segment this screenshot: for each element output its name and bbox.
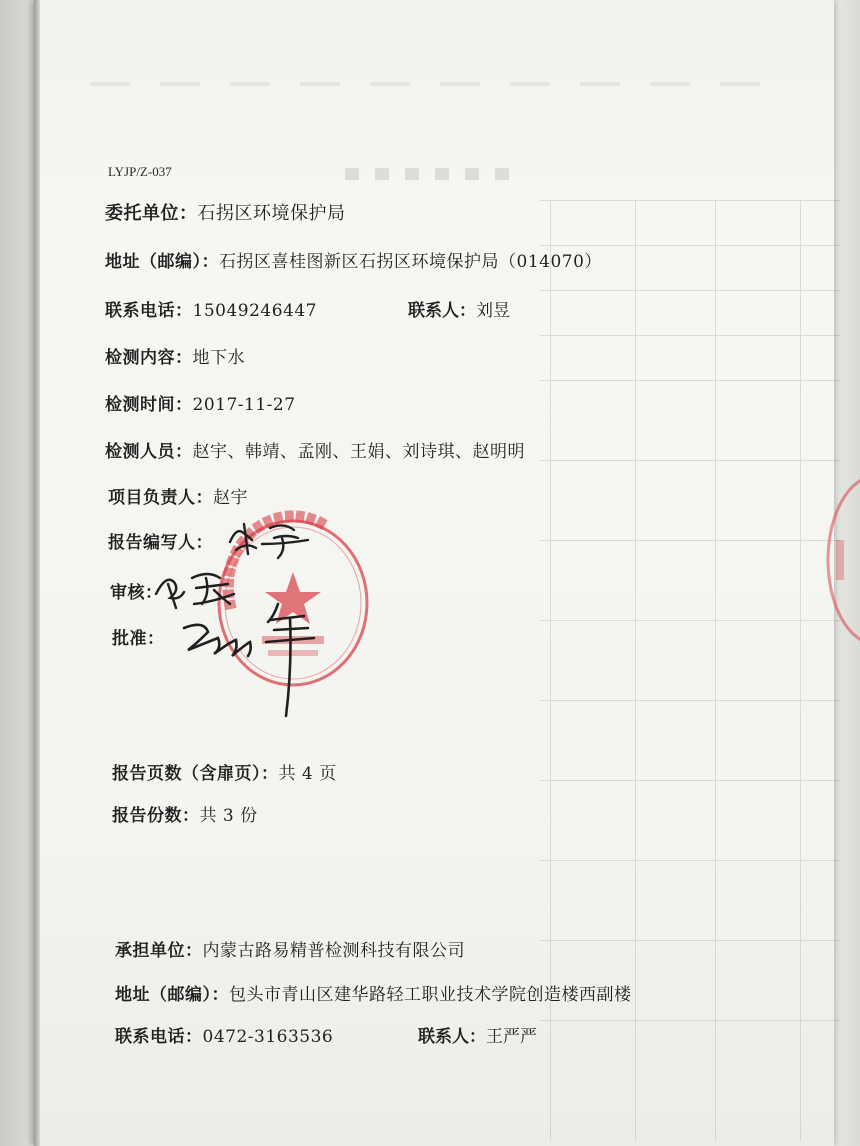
test-staff-row (105, 437, 525, 462)
test-content-row (105, 343, 245, 368)
client-phone-label: 联系电话： (105, 301, 193, 321)
contractor-phone-label: 联系电话： (115, 1027, 203, 1047)
approve-label: 批准： (112, 629, 165, 649)
project-lead-label: 项目负责人： (108, 488, 213, 508)
review-row (110, 578, 163, 603)
client-address-value: 石拐区喜桂图新区石拐区环境保护局（014070） (219, 252, 602, 272)
client-phone-row (105, 296, 317, 321)
document-code: LYJP/Z-037 (108, 164, 172, 179)
writer-row (108, 528, 213, 553)
test-content-value: 地下水 (192, 348, 245, 368)
svg-text:▇▇▇▇▇▇▇▇▇▇▇▇▇▇▇: ▇▇▇▇▇▇▇▇▇▇▇▇▇▇▇ (220, 508, 330, 611)
client-contact-label: 联系人： (408, 301, 476, 321)
client-contact-row (408, 296, 510, 321)
contractor-address-value: 包头市青山区建华路轻工职业技术学院创造楼西副楼 (229, 985, 632, 1005)
client-contact-value: 刘昱 (476, 301, 510, 321)
report-pages-row (112, 759, 337, 784)
contractor-phone-value: 0472-3163536 (202, 1027, 334, 1047)
test-content-label: 检测内容： (105, 348, 193, 368)
test-time-label: 检测时间： (105, 395, 193, 415)
project-lead-value: 赵宇 (213, 488, 248, 508)
show-through-header (90, 82, 790, 86)
contractor-address-label: 地址（邮编）： (115, 985, 229, 1005)
client-address-row (105, 247, 602, 272)
contractor-contact-value: 王严严 (486, 1027, 537, 1047)
contractor-phone-row (115, 1022, 333, 1047)
contractor-unit-value: 内蒙古路易精普检测科技有限公司 (202, 941, 465, 961)
client-unit-row (105, 199, 346, 225)
review-label: 审核： (110, 583, 163, 603)
contractor-address-row (115, 980, 632, 1005)
report-pages-label: 报告页数（含扉页）： (112, 764, 279, 784)
contractor-unit-label: 承担单位： (115, 941, 203, 961)
test-time-value: 2017-11-27 (192, 395, 296, 415)
approve-row (112, 624, 165, 649)
test-time-row (105, 390, 296, 415)
client-unit-value: 石拐区环境保护局 (197, 203, 346, 224)
test-staff-label: 检测人员： (105, 442, 193, 462)
report-copies-label: 报告份数： (112, 806, 200, 826)
contractor-contact-row (418, 1022, 537, 1047)
report-copies-row (112, 801, 258, 826)
writer-label: 报告编写人： (108, 533, 213, 553)
sheet-binding-edge (34, 0, 40, 1146)
client-address-label: 地址（邮编）： (105, 252, 219, 272)
show-through-title (345, 168, 515, 180)
project-lead-row (108, 483, 248, 508)
report-pages-value: 共 4 页 (278, 764, 337, 784)
contractor-contact-label: 联系人： (418, 1027, 486, 1047)
client-phone-value: 15049246447 (192, 301, 317, 321)
client-unit-label: 委托单位： (105, 203, 198, 224)
report-copies-value: 共 3 份 (199, 806, 258, 826)
test-staff-value: 赵宇、韩靖、孟刚、王娟、刘诗琪、赵明明 (192, 442, 525, 462)
contractor-unit-row (115, 936, 465, 961)
